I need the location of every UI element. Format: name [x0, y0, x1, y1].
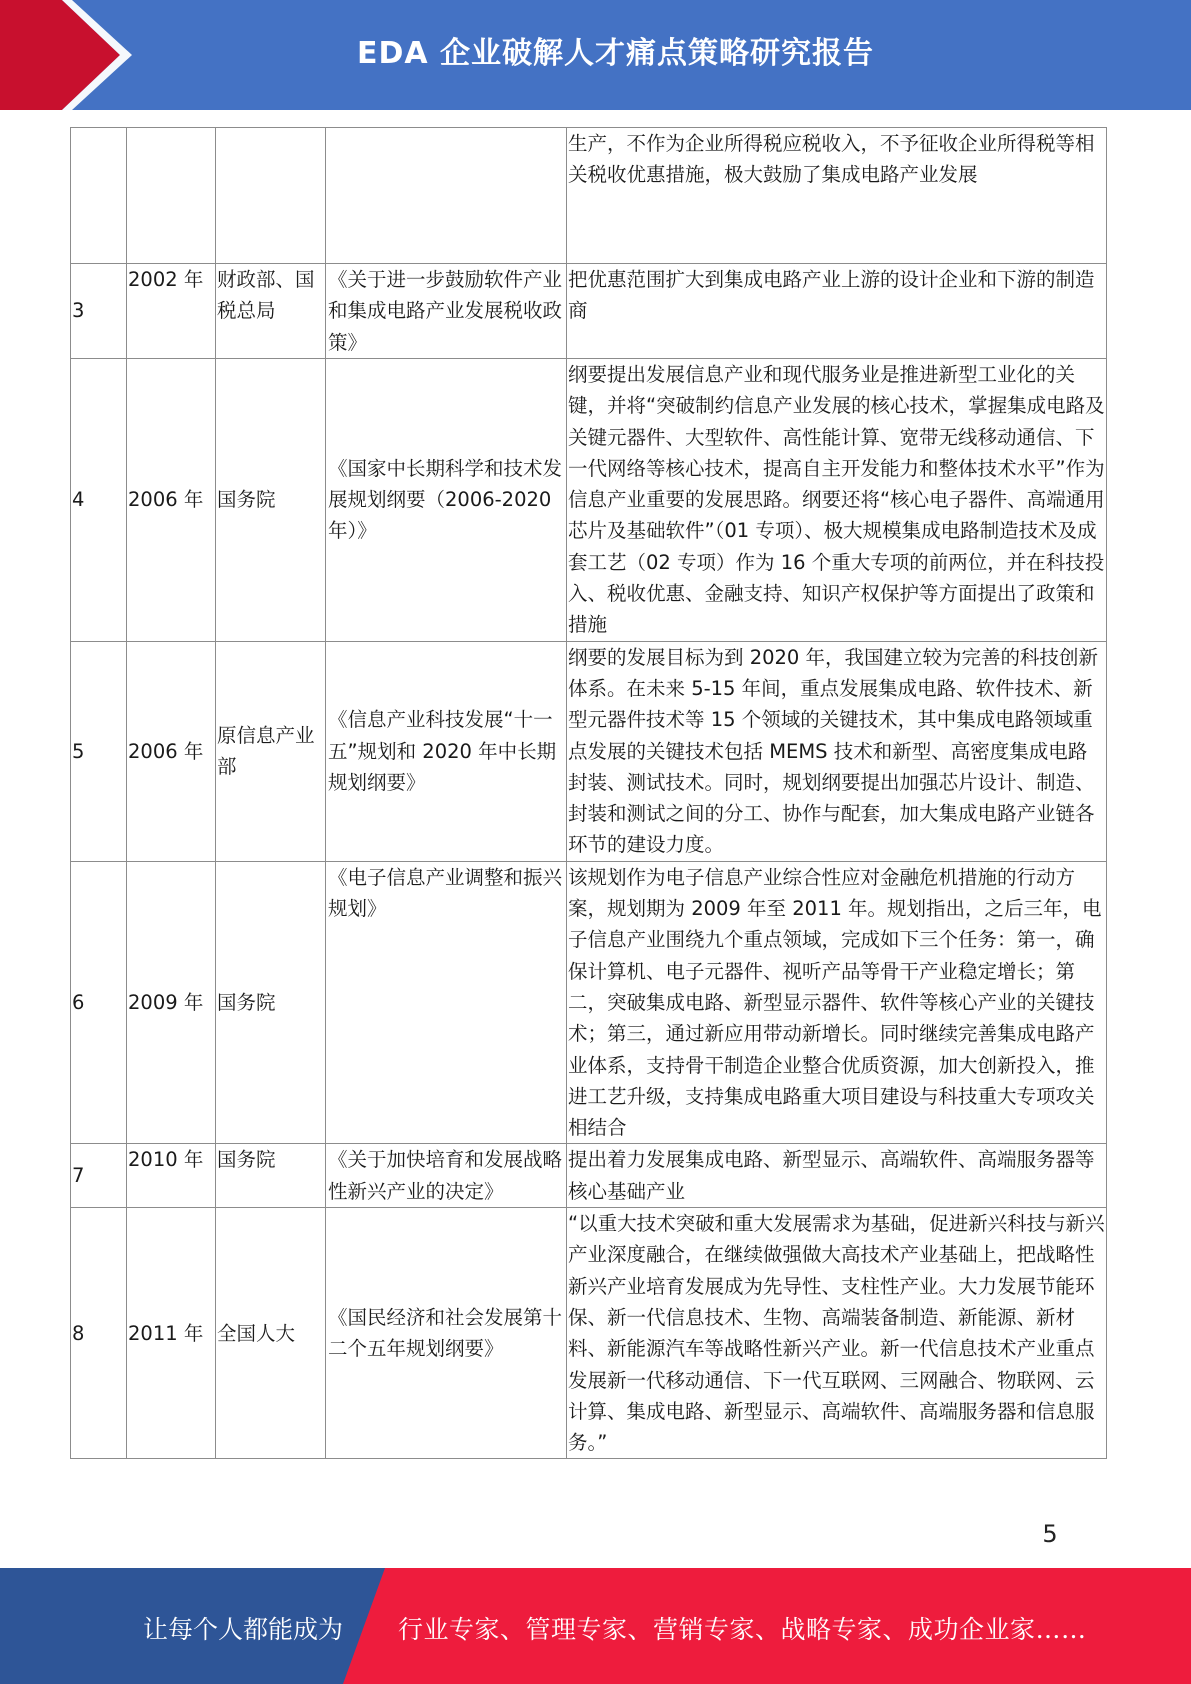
cell-document: 《国家中长期科学和技术发展规划纲要（2006-2020 年）》: [326, 359, 567, 642]
cell-issuer: 国务院: [216, 861, 326, 1144]
cell-issuer: 原信息产业部: [216, 641, 326, 861]
cell-year: 2006 年: [127, 359, 216, 642]
cell-document: [326, 128, 567, 264]
cell-number: 3: [71, 264, 127, 359]
table-row: [71, 359, 1107, 642]
cell-document: 《信息产业科技发展“十一五”规划和 2020 年中长期规划纲要》: [326, 641, 567, 861]
footer-slogan-left: 让每个人都能成为: [143, 1615, 344, 1644]
cell-issuer: 全国人大: [216, 1208, 326, 1459]
table-row: [71, 264, 1107, 359]
cell-content: 该规划作为电子信息产业综合性应对金融危机措施的行动方案，规划期为 2009 年至 2011 年。规划指出，之后三年，电子信息产业围绕九个重点领域，完成如下三个任务：第一，确保计算机、电子元器件、视听产品等骨干产业稳定增长；第二，突破集成电路、新型显示器件、软件等核心产业的关键技术；第三，通过新应用带动新增长。同时继续完善集成电路产业体系，支持骨干制造企业整合优质资源，加大创新投入，推进工艺升级，支持集成电路重大项目建设与科技重大专项攻关相结合: [567, 861, 1107, 1144]
cell-number: [71, 128, 127, 264]
table-row: [71, 1208, 1107, 1459]
cell-year: 2006 年: [127, 641, 216, 861]
cell-document: 《关于进一步鼓励软件产业和集成电路产业发展税收政策》: [326, 264, 567, 359]
table-row: [71, 128, 1107, 264]
cell-content: 提出着力发展集成电路、新型显示、高端软件、高端服务器等核心基础产业: [567, 1144, 1107, 1208]
cell-document: 《国民经济和社会发展第十二个五年规划纲要》: [326, 1208, 567, 1459]
cell-content: “以重大技术突破和重大发展需求为基础，促进新兴科技与新兴产业深度融合，在继续做强做大高技术产业基础上，把战略性新兴产业培育发展成为先导性、支柱性产业。大力发展节能环保、新一代信息技术、生物、高端装备制造、新能源、新材料、新能源汽车等战略性新兴产业。新一代信息技术产业重点发展新一代移动通信、下一代互联网、三网融合、物联网、云计算、集成电路、新型显示、高端软件、高端服务器和信息服务。”: [567, 1208, 1107, 1459]
cell-content: 生产，不作为企业所得税应税收入，不予征收企业所得税等相关税收优惠措施，极大鼓励了集成电路产业发展: [567, 128, 1107, 264]
cell-year: 2002 年: [127, 264, 216, 359]
cell-issuer: 财政部、国税总局: [216, 264, 326, 359]
cell-year: 2009 年: [127, 861, 216, 1144]
page-header: [0, 0, 1191, 110]
table-row: [71, 1144, 1107, 1208]
table-row: [71, 641, 1107, 861]
cell-content: 把优惠范围扩大到集成电路产业上游的设计企业和下游的制造商: [567, 264, 1107, 359]
cell-issuer: 国务院: [216, 1144, 326, 1208]
cell-number: 7: [71, 1144, 127, 1208]
page-number: 5: [1042, 1520, 1058, 1548]
cell-content: 纲要的发展目标为到 2020 年，我国建立较为完善的科技创新体系。在未来 5-15 年间，重点发展集成电路、软件技术、新型元器件技术等 15 个领域的关键技术，其中集成电路领域重点发展的关键技术包括 MEMS 技术和新型、高密度集成电路封装、测试技术。同时，规划纲要提出加强芯片设计、制造、封装和测试之间的分工、协作与配套，加大集成电路产业链各环节的建设力度。: [567, 641, 1107, 861]
cell-year: 2011 年: [127, 1208, 216, 1459]
policy-table: [70, 127, 1107, 1459]
cell-issuer: [216, 128, 326, 264]
cell-number: 4: [71, 359, 127, 642]
cell-document: 《关于加快培育和发展战略性新兴产业的决定》: [326, 1144, 567, 1208]
cell-year: 2010 年: [127, 1144, 216, 1208]
page-footer: [0, 1568, 1191, 1684]
cell-document: 《电子信息产业调整和振兴规划》: [326, 861, 567, 1144]
cell-content: 纲要提出发展信息产业和现代服务业是推进新型工业化的关键，并将“突破制约信息产业发展的核心技术，掌握集成电路及关键元器件、大型软件、高性能计算、宽带无线移动通信、下一代网络等核心技术，提高自主开发能力和整体技术水平”作为信息产业重要的发展思路。纲要还将“核心电子器件、高端通用芯片及基础软件”（01 专项）、极大规模集成电路制造技术及成套工艺（02 专项）作为 16 个重大专项的前两位，并在科技投入、税收优惠、金融支持、知识产权保护等方面提出了政策和措施: [567, 359, 1107, 642]
cell-number: 8: [71, 1208, 127, 1459]
footer-slogan-right: 行业专家、管理专家、营销专家、战略专家、成功企业家……: [398, 1615, 1087, 1644]
cell-year: [127, 128, 216, 264]
cell-number: 6: [71, 861, 127, 1144]
cell-number: 5: [71, 641, 127, 861]
cell-issuer: 国务院: [216, 359, 326, 642]
report-title: EDA 企业破解人才痛点策略研究报告: [356, 36, 875, 71]
table-row: [71, 861, 1107, 1144]
